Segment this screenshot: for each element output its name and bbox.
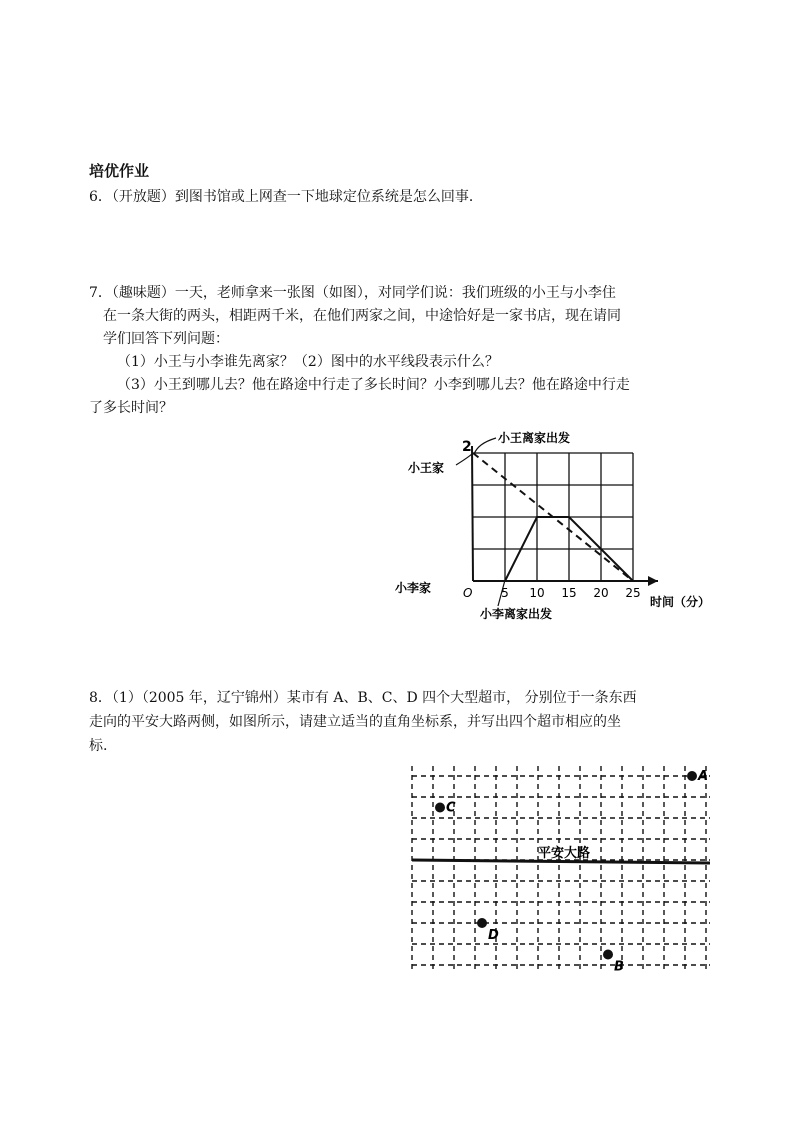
question-6-text: 6．（开放题）到图书馆或上网查一下地球定位系统是怎么回事． [89,189,483,205]
q7-line-3: 学们回答下列问题： [103,331,229,347]
q7-subquestion-3-cont: 了多长时间？ [89,400,173,416]
supermarket-a-label: A [698,769,709,784]
supermarket-d-label: D [488,928,499,943]
x-tick-labels [501,586,640,600]
x-tick-15: 15 [561,586,577,600]
supermarket-grid-map [405,760,720,980]
supermarket-c-point [435,803,445,813]
supermarket-a-point [687,771,697,781]
x-axis-arrow [648,576,658,586]
x-tick-10: 10 [529,586,545,600]
supermarket-b-label: B [614,959,624,975]
wang-home-label: 小王家 [408,461,445,475]
q8-line-3: 标. [89,738,108,754]
li-home-label: 小李家 [395,581,432,595]
q8-line-1: 8．（1）（2005 年，辽宁锦州）某市有 A、B、C、D 四个大型超市， 分别位于一条东西 [89,690,637,706]
y-axis [472,446,473,581]
q7-subquestion-3: （3）小王到哪儿去？他在路途中行走了多长时间？小李到哪儿去？他在路途中行走 [117,377,630,393]
wang-departure-callout: 小王离家出发 [498,431,571,445]
road-label: 平安大路 [538,846,591,861]
supermarket-c-label: C [446,800,456,816]
q7-line-2: 在一条大街的两头，相距两千米，在他们两家之间，中途恰好是一家书店，现在请同 [103,308,621,324]
x-axis-label: 时间（分） [650,595,710,609]
x-tick-20: 20 [593,586,609,600]
distance-time-graph [380,420,710,650]
x-tick-25: 25 [625,586,641,600]
wang-callout-leader [474,438,496,454]
q7-line-1: 7．（趣味题）一天，老师拿来一张图（如图），对同学们说：我们班级的小王与小李住 [89,285,616,301]
supermarket-d-point [477,918,487,928]
dashed-grid [412,766,710,972]
supermarket-b-point [603,950,613,960]
origin-label: O [463,586,473,600]
q8-line-2: 走向的平安大路两侧，如图所示，请建立适当的直角坐标系，并写出四个超市相应的坐 [89,714,621,730]
y-top-label: 2 [462,439,472,455]
q7-subquestion-1-2: （1）小王与小李谁先离家？（2）图中的水平线段表示什么？ [117,354,499,370]
section-heading: 培优作业 [89,162,150,180]
x-tick-5: 5 [501,586,509,600]
li-departure-callout: 小李离家出发 [480,607,553,621]
